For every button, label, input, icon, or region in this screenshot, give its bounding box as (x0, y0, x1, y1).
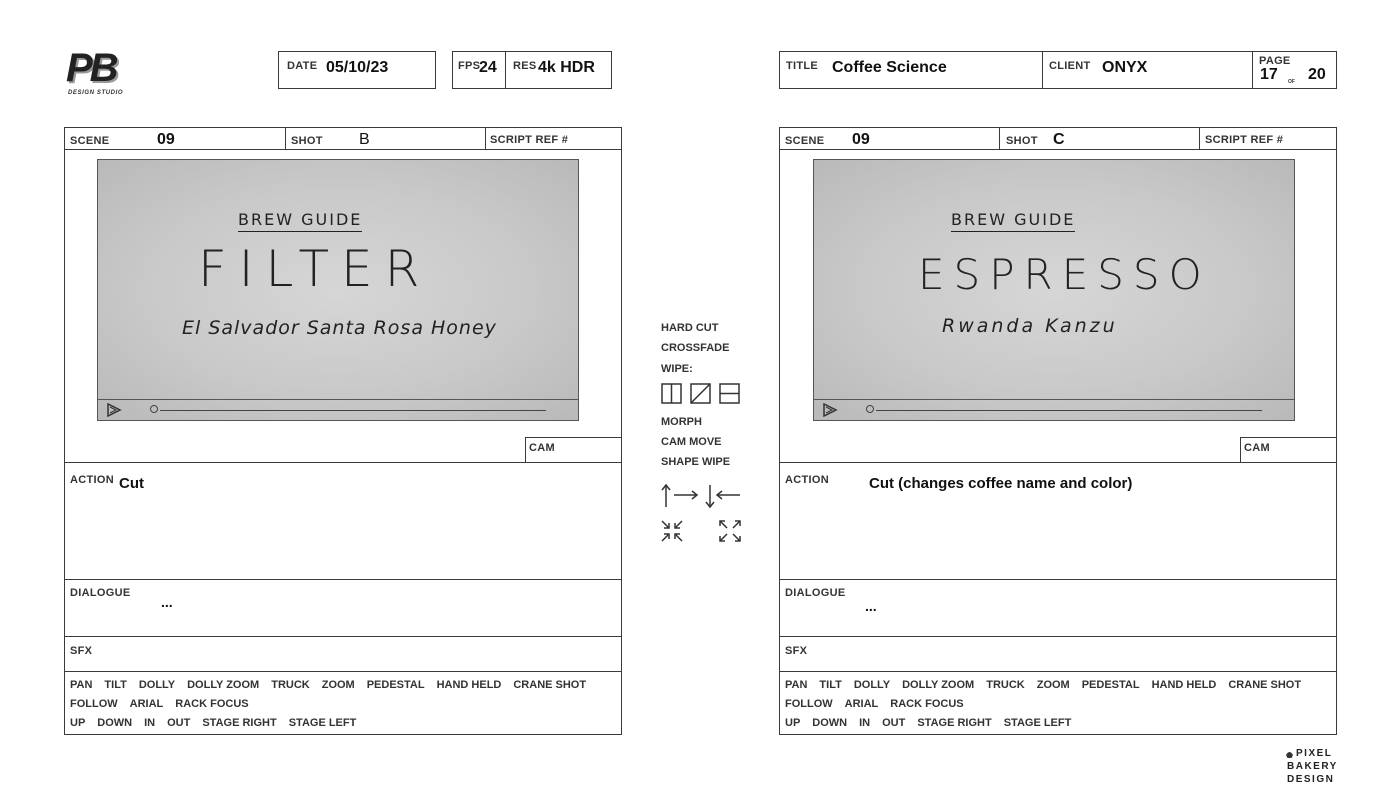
move-pedestal[interactable]: PEDESTAL (1081, 679, 1140, 691)
camera-moves-row-1 (785, 679, 1313, 691)
cam-label: CAM (1244, 442, 1270, 454)
sketch-frame (97, 159, 579, 421)
sketch-subtitle: Rwanda Kanzu (942, 315, 1118, 337)
timeline-track[interactable] (160, 410, 546, 411)
page-of: OF (1288, 79, 1295, 85)
sketch-title: FILTER (198, 240, 432, 298)
move-follow[interactable]: FOLLOW (70, 698, 118, 710)
dialogue-label: DIALOGUE (785, 587, 846, 599)
fps-label: FPS (458, 60, 481, 72)
dialogue-top-line (65, 579, 621, 580)
expand-icon[interactable] (718, 519, 742, 543)
transition-shape-wipe[interactable]: SHAPE WIPE (661, 456, 731, 468)
title-label: TITLE (786, 60, 819, 72)
shrink-icon[interactable] (660, 519, 684, 543)
camera-moves-row-3 (785, 717, 1083, 729)
logo-subtitle: DESIGN STUDIO (68, 90, 124, 96)
sfx-label: SFX (70, 645, 93, 657)
brand-line-3: DESIGN (1287, 774, 1335, 785)
sketch-heading: BREW GUIDE (238, 210, 362, 232)
transition-cam-move[interactable]: CAM MOVE (661, 436, 722, 448)
brand-line-1: PIXEL (1296, 748, 1333, 759)
fps-res-divider (505, 52, 506, 88)
title-value: Coffee Science (832, 59, 947, 76)
scrubber-handle[interactable] (866, 405, 874, 413)
sfx-label: SFX (785, 645, 808, 657)
move-up[interactable]: UP (70, 717, 86, 729)
move-pan[interactable]: PAN (70, 679, 93, 691)
cam-move-down-left-icon[interactable] (704, 483, 744, 509)
move-stage-left[interactable]: STAGE LEFT (1003, 717, 1072, 729)
brand-line-2: BAKERY (1287, 761, 1338, 772)
scene-label: SCENE (70, 135, 110, 147)
move-stage-right[interactable]: STAGE RIGHT (202, 717, 277, 729)
scene-row-line (65, 149, 621, 150)
move-tilt[interactable]: TILT (104, 679, 127, 691)
scene-label: SCENE (785, 135, 825, 147)
sketch-heading: BREW GUIDE (951, 210, 1075, 232)
storyboard-panel-right (779, 127, 1337, 735)
action-value: Cut (119, 475, 144, 492)
shot-value: C (1053, 131, 1065, 148)
move-tilt[interactable]: TILT (819, 679, 842, 691)
move-arial[interactable]: ARIAL (129, 698, 164, 710)
move-in[interactable]: IN (859, 717, 871, 729)
sketch-frame (813, 159, 1295, 421)
move-out[interactable]: OUT (167, 717, 191, 729)
player-controls (98, 399, 578, 420)
sketch-title: ESPRESSO (918, 250, 1211, 299)
client-value: ONYX (1102, 59, 1148, 76)
date-label: DATE (287, 60, 318, 72)
move-dolly[interactable]: DOLLY (138, 679, 176, 691)
timeline-track[interactable] (876, 410, 1262, 411)
shot-scriptref-divider (485, 128, 486, 150)
script-ref-label: SCRIPT REF # (490, 134, 569, 146)
scene-row-line (780, 149, 1336, 150)
move-zoom[interactable]: ZOOM (321, 679, 355, 691)
transitions-panel (660, 320, 760, 550)
date-value: 05/10/23 (326, 59, 389, 76)
brand-mark-icon (1285, 750, 1294, 759)
move-pedestal[interactable]: PEDESTAL (366, 679, 425, 691)
page-current: 17 (1260, 66, 1278, 83)
move-crane-shot[interactable]: CRANE SHOT (513, 679, 587, 691)
move-truck[interactable]: TRUCK (271, 679, 310, 691)
client-page-divider (1252, 52, 1253, 88)
dialogue-label: DIALOGUE (70, 587, 131, 599)
move-in[interactable]: IN (144, 717, 156, 729)
logo-initials: PB (66, 46, 116, 90)
transition-morph[interactable]: MORPH (661, 416, 702, 428)
res-value: 4k HDR (538, 59, 595, 76)
sfx-top-line (780, 636, 1336, 637)
dialogue-value: ... (865, 598, 877, 614)
transition-wipe[interactable]: WIPE: (661, 363, 693, 375)
transition-hard-cut[interactable]: HARD CUT (661, 322, 719, 334)
move-truck[interactable]: TRUCK (986, 679, 1025, 691)
camera-moves-row-1 (70, 679, 598, 691)
move-down[interactable]: DOWN (812, 717, 848, 729)
scene-value: 09 (157, 131, 175, 148)
client-label: CLIENT (1049, 60, 1091, 72)
move-out[interactable]: OUT (882, 717, 906, 729)
cam-box (525, 437, 622, 463)
sketch-subtitle: El Salvador Santa Rosa Honey (182, 317, 497, 339)
move-rack-focus[interactable]: RACK FOCUS (890, 698, 964, 710)
title-client-divider (1042, 52, 1043, 88)
scene-value: 09 (852, 131, 870, 148)
fps-res-box (452, 51, 612, 89)
move-up[interactable]: UP (785, 717, 801, 729)
shot-label: SHOT (1006, 135, 1038, 147)
footer-brand (1284, 748, 1344, 788)
camera-moves-row-2 (70, 698, 261, 710)
move-pan[interactable]: PAN (785, 679, 808, 691)
page-total: 20 (1308, 66, 1326, 83)
moves-top-line (780, 671, 1336, 672)
move-arial[interactable]: ARIAL (844, 698, 879, 710)
camera-moves-row-3 (70, 717, 368, 729)
res-label: RES (513, 60, 537, 72)
dialogue-value: ... (161, 594, 173, 610)
shot-value: B (359, 131, 370, 148)
shot-scriptref-divider (1199, 128, 1200, 150)
wipe-diagonal-icon[interactable] (690, 383, 711, 404)
storyboard-panel-left (64, 127, 622, 735)
move-dolly-zoom[interactable]: DOLLY ZOOM (902, 679, 975, 691)
scene-shot-divider (285, 128, 286, 150)
shot-label: SHOT (291, 135, 323, 147)
action-label: ACTION (70, 474, 114, 486)
move-follow[interactable]: FOLLOW (785, 698, 833, 710)
moves-top-line (65, 671, 621, 672)
move-stage-right[interactable]: STAGE RIGHT (917, 717, 992, 729)
sfx-top-line (65, 636, 621, 637)
camera-moves-row-2 (785, 698, 976, 710)
cam-label: CAM (529, 442, 555, 454)
play-icon[interactable] (106, 403, 122, 417)
scrubber-handle[interactable] (150, 405, 158, 413)
play-icon[interactable] (822, 403, 838, 417)
move-hand-held[interactable]: HAND HELD (436, 679, 502, 691)
move-rack-focus[interactable]: RACK FOCUS (175, 698, 249, 710)
action-label: ACTION (785, 474, 829, 486)
cam-box (1240, 437, 1337, 463)
date-box (278, 51, 436, 89)
wipe-vertical-icon[interactable] (661, 383, 682, 404)
dialogue-top-line (780, 579, 1336, 580)
move-zoom[interactable]: ZOOM (1036, 679, 1070, 691)
script-ref-label: SCRIPT REF # (1205, 134, 1284, 146)
transition-crossfade[interactable]: CROSSFADE (661, 342, 730, 354)
action-top-line (65, 462, 621, 463)
cam-move-up-right-icon[interactable] (660, 483, 700, 509)
move-dolly-zoom[interactable]: DOLLY ZOOM (187, 679, 260, 691)
studio-logo (64, 46, 144, 102)
page-label: PAGE (1259, 55, 1291, 67)
fps-value: 24 (479, 59, 497, 76)
move-crane-shot[interactable]: CRANE SHOT (1228, 679, 1302, 691)
scene-shot-divider (999, 128, 1000, 150)
move-stage-left[interactable]: STAGE LEFT (288, 717, 357, 729)
action-value: Cut (changes coffee name and color) (869, 475, 1133, 492)
player-controls (814, 399, 1294, 420)
action-top-line (780, 462, 1336, 463)
wipe-horizontal-icon[interactable] (719, 383, 740, 404)
title-client-page-box (779, 51, 1337, 89)
move-dolly[interactable]: DOLLY (853, 679, 891, 691)
move-hand-held[interactable]: HAND HELD (1151, 679, 1217, 691)
move-down[interactable]: DOWN (97, 717, 133, 729)
